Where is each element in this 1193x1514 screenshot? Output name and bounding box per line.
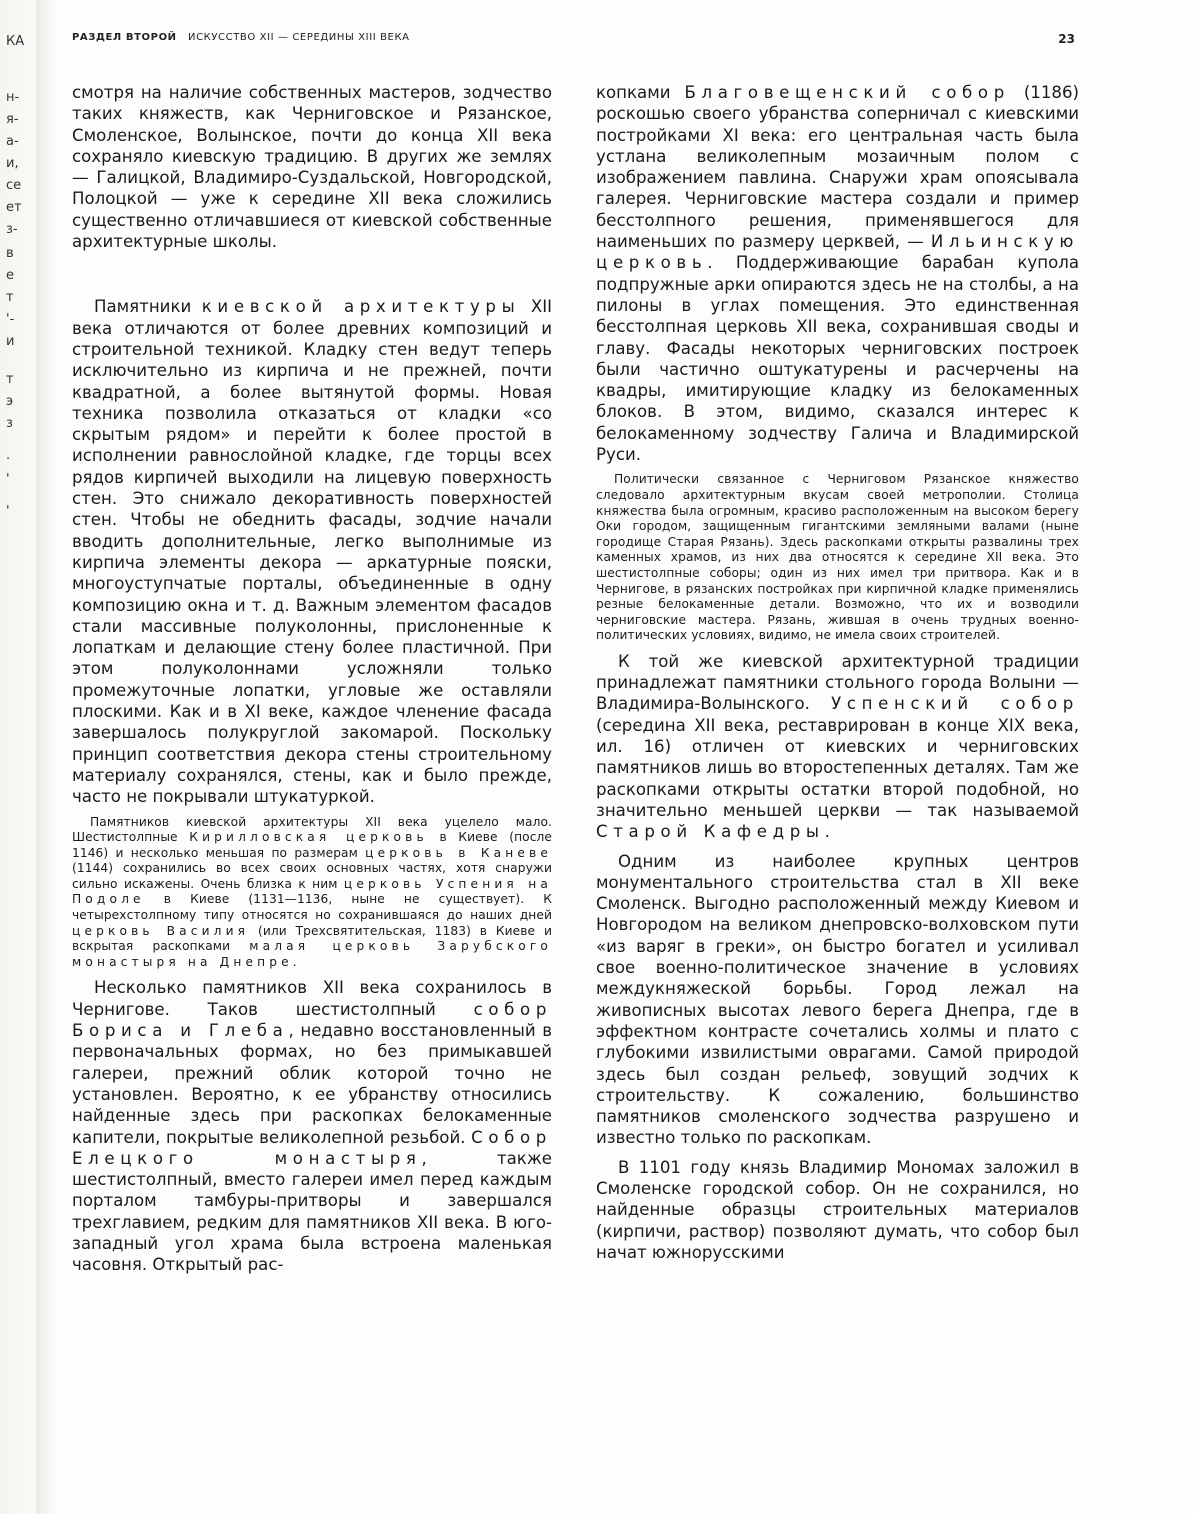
paragraph: Несколько памятников XII века сохранилось в Чернигове. Таков шестистолпный собор Бориса и Глеба, недавно восстановленный в первоначальных формах, но без примыкавшей галереи, прежний облик которой точно не установлен. Вероятно, к ее убранству относились найденные здесь при раскопках белокаменные капители, покрытые великолепной резьбой. Собор Елецкого монастыря, также шестистолпный, вместо галереи имел перед каждым порталом тамбуры-притворы и завершался трехглавием, редким для памятников XII века. В юго-западный угол храма была встроена маленькая часовня. Открытый рас-	[72, 978, 552, 1275]
book-spine-shadow	[36, 0, 58, 1514]
paragraph: Памятники киевской архитектуры XII века отличаются от более древних композиций и строительной техникой. Кладку стен ведут теперь исключительно из кирпича и не прежней, почти квадратной, а более вытянутой формы. Новая техника позволила отказаться от кладки «со скрытым рядом» и перейти к более простой в исполнении равнослойной кладке, где торцы всех рядов кирпичей выходили на лицевую поверхность стен. Это снижало декоративность поверхностей стен. Чтобы не обеднить фасады, зодчие начали вводить дополнительные, легко выполнимые из кирпича элементы декора — аркатурные пояски, многоуступчатые порталы, объединенные в одну композицию окна и т. д. Важным элементом фасадов стали массивные полуколонны, прислоненные к лопаткам и делающие стену более пластичной. При этом полуколоннами усложняли только промежуточные лопатки, угловые же оставляли плоскими. Как и в XI веке, каждое членение фасада завершалось полукруглой закомарой. Поскольку принцип соответствия декора стены строительному материалу сохранялся, стены, как и было прежде, часто не покрывали штукатуркой.	[72, 297, 553, 807]
margin-fragment: е	[6, 268, 14, 283]
small-print-paragraph: Политически связанное с Черниговом Рязанское княжество следовало архитектурным вкусам своей метрополии. Столица княжества была огромным, красиво расположенным на высоком берегу Оки городом, защищенным гигантскими земляными валами (ныне городище Старая Рязань). Здесь раскопками открыты развалины трех каменных храмов, из них два относятся к середине XII века. Это шестистолпные соборы; один из них имел три притвора. Как и в Чернигове, в рязанских постройках при кирпичной кладке применялись резные белокаменные детали. Возможно, что их и возводили черниговские мастера. Рязань, жившая в очень трудных военно-политических условиях, видимо, не имела своих строителей.	[596, 472, 1079, 643]
margin-fragment: и,	[6, 156, 19, 171]
previous-page-edge	[0, 0, 36, 1514]
margin-fragment: КА	[6, 34, 25, 49]
margin-fragment: '-	[6, 312, 15, 327]
margin-fragment: з-	[6, 222, 18, 237]
running-head-section: РАЗДЕЛ ВТОРОЙ	[72, 32, 177, 43]
margin-fragment: и	[6, 334, 15, 349]
paragraph: копками Благовещенский собор (1186) роскошью своего убранства соперничал с киевскими постройками XI века: его центральная часть была устлана великолепным мозаичным полом с изображением павлина. Снаружи храм опоясывала галерея. Черниговские мастера создали и пример бесстолпного решения, применявшегося для наименьших по размеру церквей, — Ильинскую церковь. Поддерживающие барабан купола подпружные арки опираются здесь не на столбы, а на пилоны в углах помещения. Это единственная бесстолпная церковь XII века, сохранившая своды и главу. Фасады некоторых черниговских построек были частично оштукатурены и расчерчены на квадры, имитирующие кладку из белокаменных блоков. В этом, видимо, сказался интерес к белокаменному зодчеству Галича и Владимирской Руси.	[596, 83, 1079, 465]
margin-fragment: а-	[6, 134, 19, 149]
margin-fragment: се	[6, 178, 22, 193]
margin-fragment: э	[6, 394, 14, 409]
margin-fragment: в	[6, 246, 14, 261]
page-number: 23	[1058, 32, 1075, 46]
small-print-paragraph: Памятников киевской архитектуры XII века уцелело мало. Шестистолпные Кирилловская церковь в Киеве (после 1146) и несколько меньшая по размерам церковь в Каневе (1144) сохранились во всех своих основных частях, хотя снаружи сильно искажены. Очень близка к ним церковь Успения на Подоле в Киеве (1131—1136, ныне не существует). К четырехстолпному типу относятся но сохранившаяся до наших дней церковь Василия (или Трехсвятительская, 1183) в Киеве и вскрытая раскопками малая церковь Зарубского монастыря на Днепре.	[72, 814, 553, 969]
margin-fragment: н-	[6, 90, 20, 105]
margin-fragment: ет	[6, 200, 22, 215]
paragraph: смотря на наличие собственных мастеров, зодчество таких княжеств, как Черниговское и Рязанское, Смоленское, Волынское, почти до конца XII века сохраняло киевскую традицию. В других же землях — Галицкой, Владимиро-Суздальской, Новгородской, Полоцкой — уже к середине XII века сложились существенно отличавшиеся от киевской собственные архитектурные школы.	[72, 83, 552, 252]
running-head-title: ИСКУССТВО XII — СЕРЕДИНЫ XIII ВЕКА	[188, 32, 410, 43]
left-column	[72, 82, 552, 1276]
margin-fragment: т	[6, 290, 14, 305]
margin-fragment: т	[6, 372, 14, 387]
right-column	[596, 82, 1079, 1263]
margin-fragment: '	[6, 472, 10, 487]
paragraph: К той же киевской архитектурной традиции принадлежат памятники стольного города Волыни — Владимира-Волынского. Успенский собор (середина XII века, реставрирован в конце XIX века, ил. 16) отличен от киевских и черниговских памятников лишь во второстепенных деталях. Там же раскопками открыты остатки второй подобной, но значительно меньшей церкви — так называемой Старой Кафедры.	[596, 651, 1079, 842]
margin-fragment: '	[6, 504, 10, 519]
margin-fragment: з	[6, 416, 13, 431]
margin-fragment: я-	[6, 112, 19, 127]
paragraph: В 1101 году князь Владимир Мономах заложил в Смоленске городской собор. Он не сохранился, но найденные образцы строительных материалов (кирпичи, раствор) позволяют думать, что собор был начат южнорусскими	[596, 1157, 1079, 1262]
running-head	[72, 32, 410, 43]
paragraph: Одним из наиболее крупных центров монументального строительства стал в XII веке Смоленск. Выгодно расположенный между Киевом и Новгородом на великом днепровско-волховском пути «из варяг в греки», он быстро богател и усиливал свое военно-политическое значение в условиях междукняжеской борьбы. Город лежал на живописных высотах левого берега Днепра, где в эффектном контрасте сочетались холмы и плато с глубокими извилистыми оврагами. Самой природой здесь был создан рельеф, зовущий зодчих к строительству. К сожалению, большинство памятников смоленского зодчества разрушено и известно только по раскопкам.	[596, 851, 1079, 1148]
margin-fragment: .	[6, 448, 11, 463]
